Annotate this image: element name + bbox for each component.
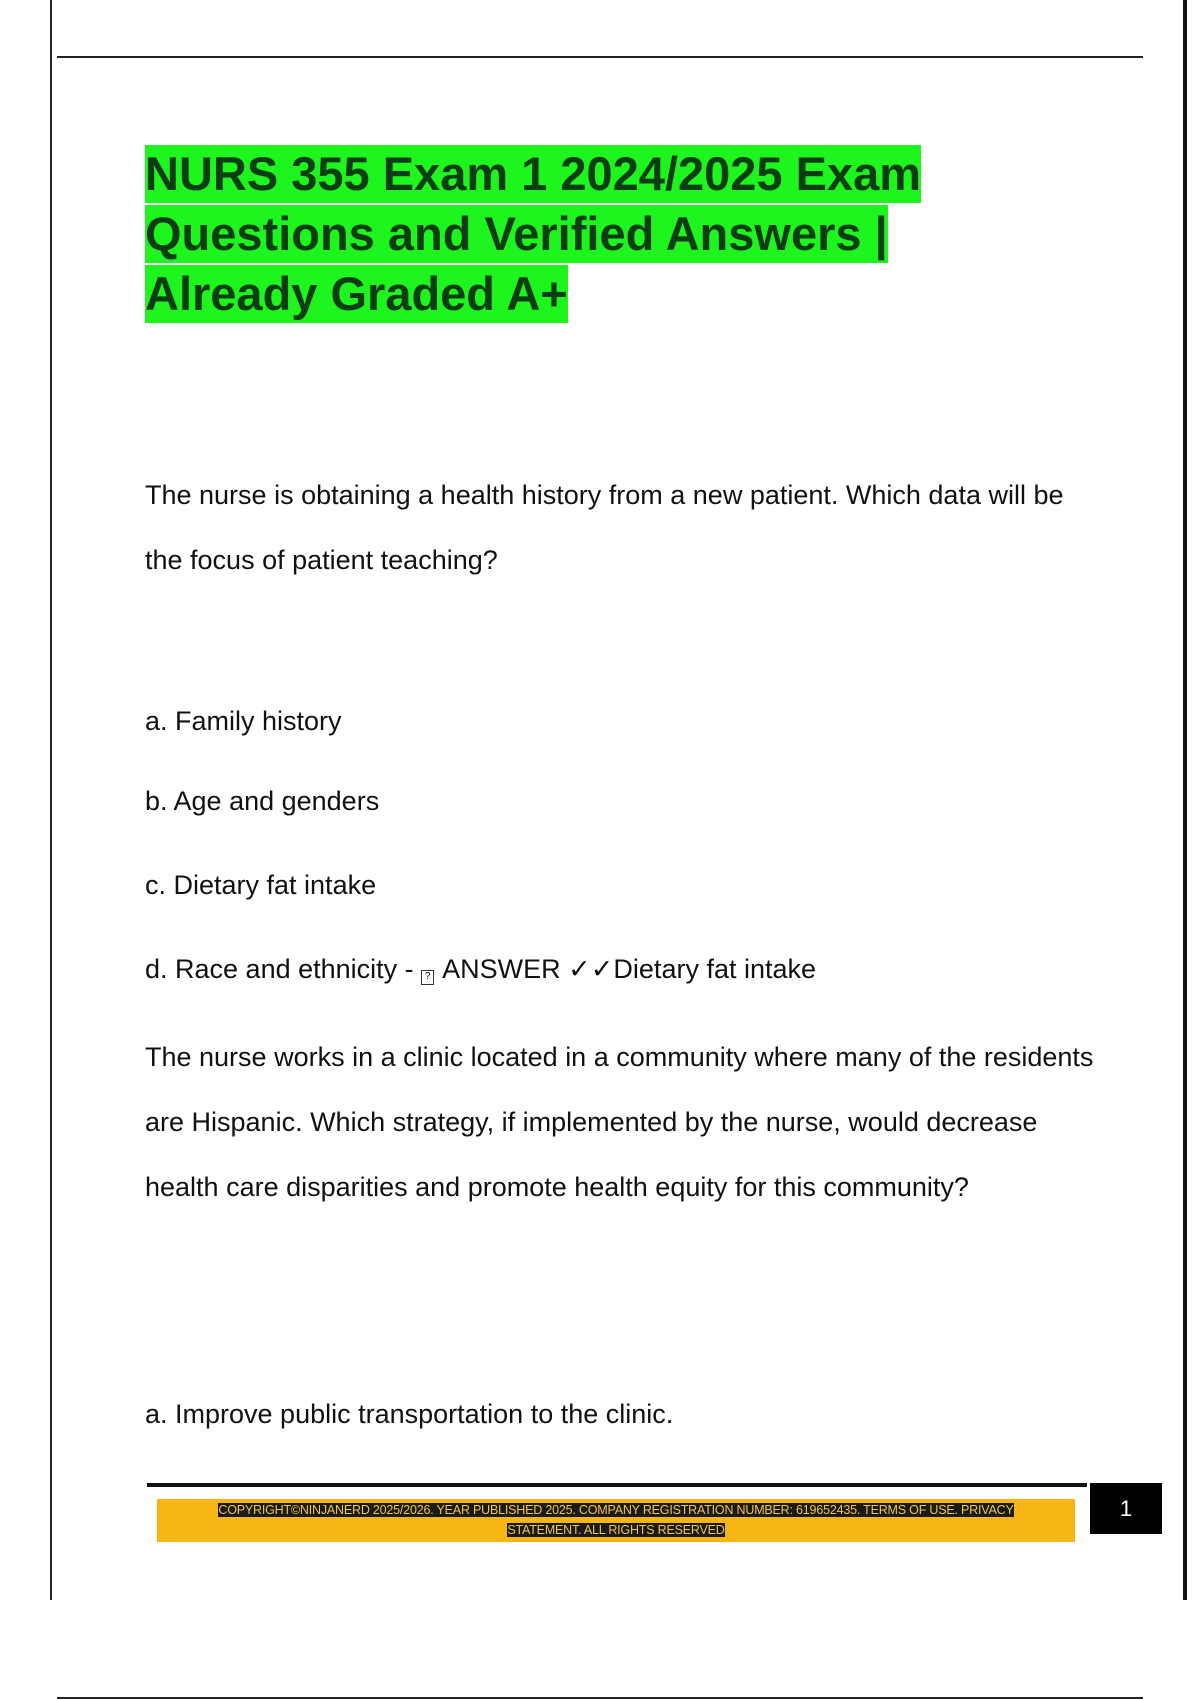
page-border-left <box>50 0 52 1600</box>
question-2-text: The nurse works in a clinic located in a community where many of the residents are Hispanic. Which strategy, if implemented by the nurse, would decrease health care disparities and promote health equity for this community? <box>145 1042 1094 1202</box>
question-2-option-a: a. Improve public transportation to the clinic. <box>145 1399 674 1429</box>
header-rule <box>57 56 1143 58</box>
question-1-text: The nurse is obtaining a health history from a new patient. Which data will be the focus of patient teaching? <box>145 480 1064 575</box>
page-border-right <box>1183 0 1187 1600</box>
question-1-option-c: c. Dietary fat intake <box>145 870 377 900</box>
question-1-answer: ANSWER ✓✓Dietary fat intake <box>436 954 817 984</box>
next-page-rule <box>57 1697 1143 1699</box>
question-1-option-d <box>145 952 816 986</box>
footer-rule <box>147 1483 1087 1487</box>
title-line-1: NURS 355 Exam 1 2024/2025 Exam <box>145 145 921 203</box>
title-line-3: Already Graded A+ <box>145 265 568 323</box>
missing-glyph-icon: ? <box>421 970 434 985</box>
title-line-2: Questions and Verified Answers | <box>145 205 888 263</box>
question-1-option-b: b. Age and genders <box>145 786 380 816</box>
copyright-line-2: STATEMENT. ALL RIGHTS RESERVED <box>507 1523 725 1537</box>
document-title <box>145 144 1025 324</box>
copyright-line-1: COPYRIGHT©NINJANERD 2025/2026. YEAR PUBLISHED 2025. COMPANY REGISTRATION NUMBER: 619652435. TERMS OF USE. PRIVACY <box>218 1503 1014 1517</box>
copyright-banner <box>157 1499 1075 1542</box>
page-number: 1 <box>1090 1483 1162 1534</box>
question-1-option-a: a. Family history <box>145 706 342 736</box>
question-1-option-d-label: d. Race and ethnicity - <box>145 954 422 984</box>
copyright-text <box>166 1500 1066 1540</box>
